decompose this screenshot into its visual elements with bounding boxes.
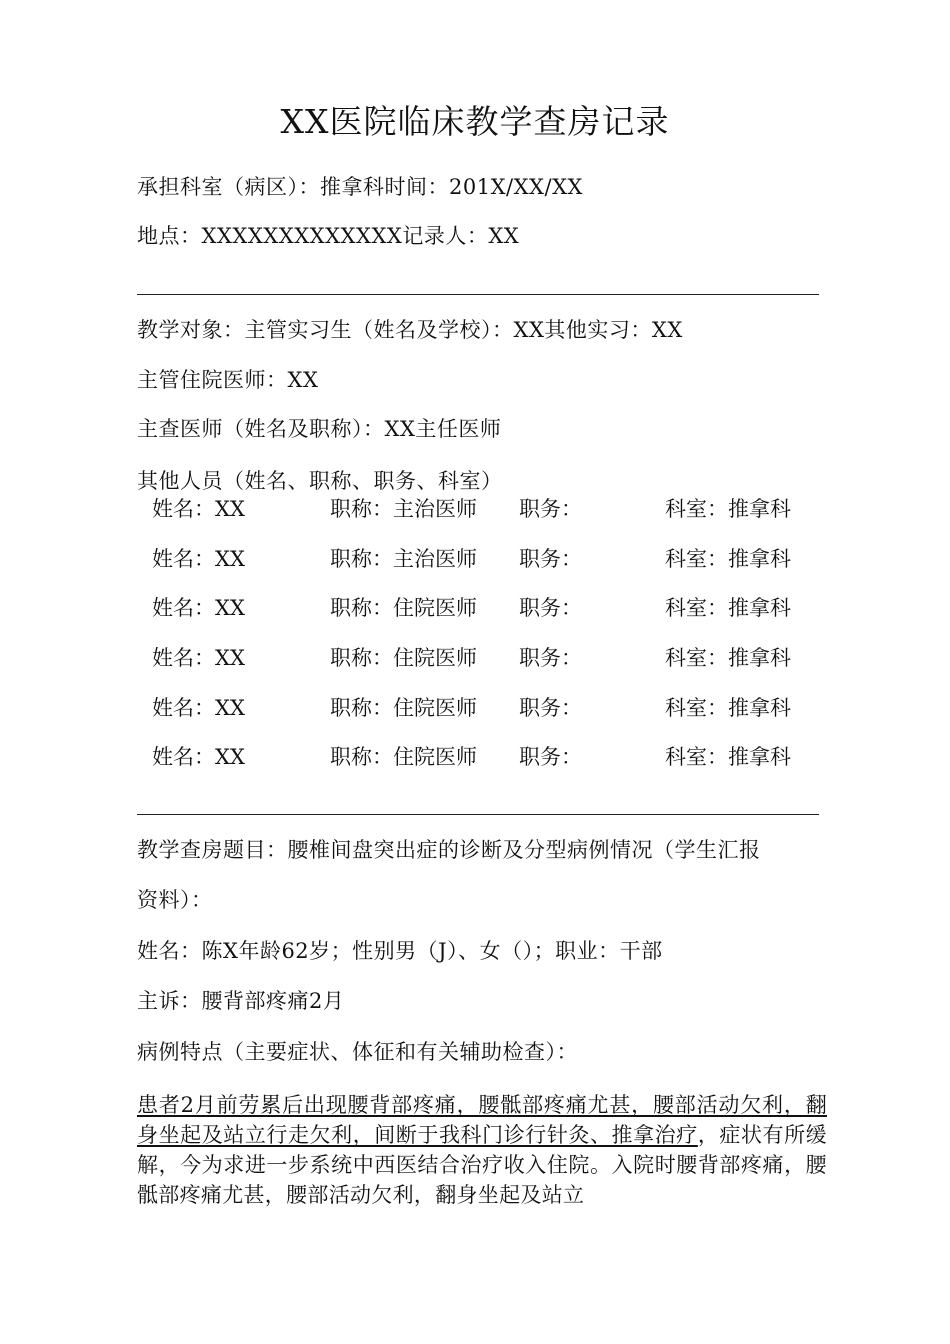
staff-duty: 职务： (519, 646, 582, 670)
staff-name: 姓名：XX (152, 497, 245, 521)
staff-title: 职称：住院医师 (330, 745, 477, 769)
case-history-paragraph (137, 1090, 827, 1210)
staff-name: 姓名：XX (152, 646, 245, 670)
staff-duty: 职务： (519, 745, 582, 769)
resident-line: 主管住院医师：XX (137, 368, 319, 392)
page-title: XX医院临床教学查房记录 (280, 102, 670, 141)
students-line: 教学对象：主管实习生（姓名及学校）：XX其他实习：XX (137, 318, 683, 342)
staff-dept: 科室：推拿科 (665, 646, 791, 670)
case-features-heading: 病例特点（主要症状、体征和有关辅助检查）： (137, 1040, 578, 1064)
staff-title: 职称：主治医师 (330, 497, 477, 521)
dept-time-line: 承担科室（病区）：推拿科时间：201X/XX/XX (137, 175, 583, 199)
divider (137, 294, 819, 295)
teaching-topic-continuation: 资料）： (137, 888, 213, 912)
staff-name: 姓名：XX (152, 745, 245, 769)
staff-duty: 职务： (519, 547, 582, 571)
staff-title: 职称：住院医师 (330, 596, 477, 620)
case-history-rest: ，症状有所缓解，今为求进一步系统中西医结合治疗收入住院。入院时腰背部疼痛，腰骶部疼痛尤甚，腰部活动欠利，翻身坐起及站立 (137, 1123, 827, 1207)
staff-title: 职称：主治医师 (330, 547, 477, 571)
staff-duty: 职务： (519, 497, 582, 521)
staff-dept: 科室：推拿科 (665, 497, 791, 521)
staff-name: 姓名：XX (152, 696, 245, 720)
staff-duty: 职务： (519, 696, 582, 720)
staff-dept: 科室：推拿科 (665, 547, 791, 571)
staff-name: 姓名：XX (152, 547, 245, 571)
staff-name: 姓名：XX (152, 596, 245, 620)
teaching-topic-line: 教学查房题目：腰椎间盘突出症的诊断及分型病例情况（学生汇报 (137, 838, 761, 862)
staff-title: 职称：住院医师 (330, 696, 477, 720)
staff-duty: 职务： (519, 596, 582, 620)
chief-complaint-line: 主诉：腰背部疼痛2月 (137, 989, 345, 1013)
staff-dept: 科室：推拿科 (665, 596, 791, 620)
case-history-underlined: 患者2月前劳累后出现腰背部疼痛，腰骶部疼痛尤甚，腰部活动欠利，翻身坐起及站立行走欠利，间断于我科门诊行针灸、推拿治疗 (137, 1093, 827, 1147)
chief-physician-line: 主查医师（姓名及职称）：XX主任医师 (137, 417, 502, 441)
patient-info-line: 姓名：陈X年龄62岁；性别男（J）、女（）；职业：干部 (137, 939, 663, 963)
staff-dept: 科室：推拿科 (665, 745, 791, 769)
staff-title: 职称：住院医师 (330, 646, 477, 670)
others-heading: 其他人员（姓名、职称、职务、科室） (137, 469, 503, 493)
location-recorder-line: 地点：XXXXXXXXXXXXX记录人：XX (137, 224, 520, 248)
divider (137, 814, 819, 815)
staff-dept: 科室：推拿科 (665, 696, 791, 720)
